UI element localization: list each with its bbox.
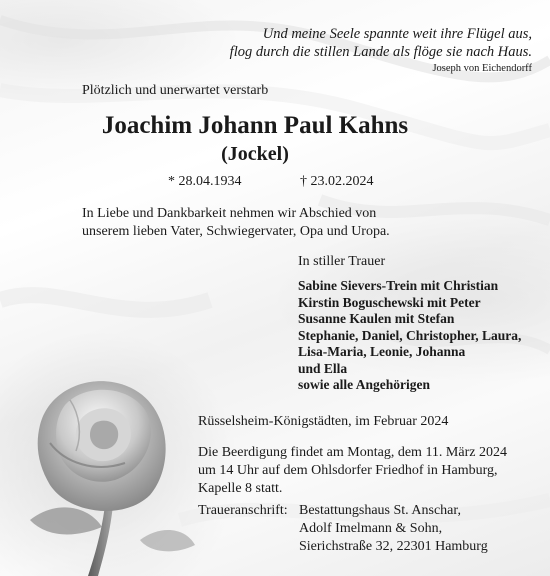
quote-line-2: flog durch die stillen Lande als flöge sie nach Haus. [229,44,532,60]
quote-line-1: Und meine Seele spannte weit ihre Flügel aus, [262,26,532,42]
mourner-line: Susanne Kaulen mit Stefan [298,311,455,326]
intro-text: Plötzlich und unerwartet verstarb [82,83,269,98]
mourner-line: sowie alle Angehörigen [298,377,430,392]
deceased-nickname: (Jockel) [221,143,289,165]
address-line: Adolf Imelmann & Sohn, [299,521,443,536]
address-label: Traueranschrift: [198,503,288,518]
farewell-text [82,205,390,241]
mourner-line: Lisa-Maria, Leonie, Johanna [298,344,466,359]
mourners-list [298,278,521,394]
funeral-line: Kapelle 8 statt. [198,481,283,496]
birth-date: * 28.04.1934 [168,174,242,189]
mourner-line: Kirstin Boguschewski mit Peter [298,294,481,310]
farewell-line: In Liebe und Dankbarkeit nehmen wir Abschied von [82,206,377,221]
rose-image [10,355,200,576]
mourning-intro: In stiller Trauer [298,254,386,269]
mourner-line: Sabine Sievers-Trein mit Christian [298,278,499,293]
funeral-line: um 14 Uhr auf dem Ohlsdorfer Friedhof in Hamburg, [198,463,498,478]
deceased-name: Joachim Johann Paul Kahns [101,112,409,139]
address-line: Bestattungshaus St. Anschar, [299,503,461,518]
mourner-line: und Ella [298,360,348,376]
mourner-line: Stephanie, Daniel, Christopher, Laura, [298,327,522,343]
quote-author: Joseph von Eichendorff [432,63,532,74]
address-line: Sierichstraße 32, 22301 Hamburg [299,539,488,554]
farewell-line: unserem lieben Vater, Schwiegervater, Opa und Uropa. [82,224,390,239]
address-block [299,502,488,556]
funeral-info [198,444,507,498]
death-date: † 23.02.2024 [300,174,374,189]
funeral-line: Die Beerdigung findet am Montag, dem 11. März 2024 [198,445,507,460]
place-date: Rüsselsheim-Königstädten, im Februar 2024 [198,414,449,429]
